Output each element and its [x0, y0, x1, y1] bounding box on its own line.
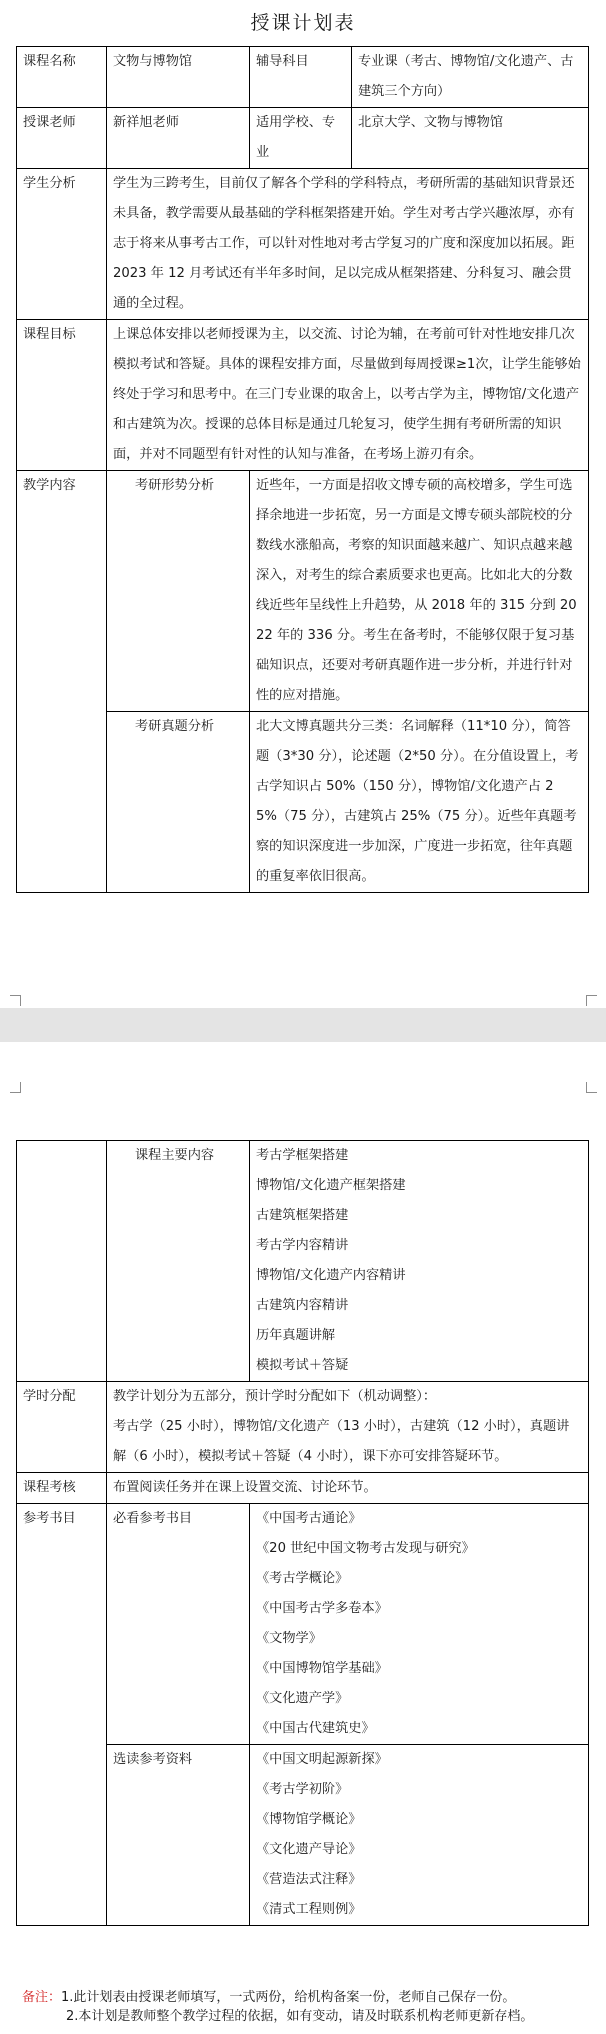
- book-item: 《考古学初阶》: [256, 1782, 349, 1797]
- list-item: 模拟考试＋答疑: [256, 1358, 349, 1373]
- assessment-label: 课程考核: [17, 1473, 107, 1504]
- teacher-value: 新祥旭老师: [107, 108, 250, 169]
- required-books-list: [250, 1504, 589, 1745]
- book-item: 《中国博物馆学基础》: [256, 1661, 388, 1676]
- student-analysis-text: 学生为三跨考生，目前仅了解各个学科的学科特点，考研所需的基础知识背景还未具备，教学需要从最基础的学科框架搭建开始。学生对考古学兴趣浓厚，亦有志于将来从事考古工作，可以针对性地对考古学复习的广度和深度加以拓展。距 2023 年 12 月考试还有半年多时间，足以完成从框架搭建、分科复习、融会贯通的全过程。: [107, 169, 589, 320]
- book-item: 《中国考古通论》: [256, 1511, 362, 1526]
- past-exam-text: 北大文博真题共分三类：名词解释（11*10 分），简答题（3*30 分），论述题（2*50 分）。在分值设置上，考古学知识占 50%（150 分），博物馆/文化遗产占 25%（75 分），古建筑占 25%（75 分）。近些年真题考察的知识深度进一步加深，广度进一步拓宽，往年真题的重复率依旧很高。: [250, 712, 589, 893]
- corner-mark: [10, 995, 21, 1006]
- school-label: 适用学校、专业: [250, 108, 352, 169]
- plan-table-part-1: [16, 46, 589, 893]
- table-row: [17, 108, 589, 169]
- subject-value: 专业课（考古、博物馆/文化遗产、古建筑三个方向）: [352, 47, 589, 108]
- list-item: 考古学内容精讲: [256, 1238, 349, 1253]
- hours-line-1: 教学计划分为五部分，预计学时分配如下（机动调整）：: [113, 1389, 437, 1404]
- table-row: [17, 47, 589, 108]
- book-item: 《营造法式注释》: [256, 1872, 362, 1887]
- book-item: 《博物馆学概论》: [256, 1812, 362, 1827]
- table-row: [17, 1473, 589, 1504]
- page-1: [0, 0, 606, 1008]
- student-analysis-label: 学生分析: [17, 169, 107, 320]
- table-row: [17, 471, 589, 712]
- plan-table-part-2: [16, 1140, 589, 1926]
- footnote-label: 备注：: [22, 1990, 62, 2005]
- corner-mark: [10, 1082, 21, 1093]
- course-goal-text: 上课总体安排以老师授课为主，以交流、讨论为辅，在考前可针对性地安排几次模拟考试和答疑。具体的课程安排方面，尽量做到每周授课≥1次，让学生能够始终处于学习和思考中。在三门专业课的取舍上，以考古学为主，博物馆/文化遗产和古建筑为次。授课的总体目标是通过几轮复习，使学生拥有考研所需的知识面，并对不同题型有针对性的认知与准备，在考场上游刃有余。: [107, 320, 589, 471]
- table-row: [17, 320, 589, 471]
- list-item: 古建筑框架搭建: [256, 1208, 349, 1223]
- book-item: 《考古学概论》: [256, 1571, 349, 1586]
- book-item: 《清式工程则例》: [256, 1902, 362, 1917]
- list-item: 博物馆/文化遗产框架搭建: [256, 1178, 406, 1193]
- table-row: [17, 1504, 589, 1745]
- footnote: [22, 1988, 592, 2026]
- course-name-label: 课程名称: [17, 47, 107, 108]
- teaching-content-label: 教学内容: [17, 471, 107, 893]
- book-item: 《文化遗产学》: [256, 1691, 349, 1706]
- book-item: 《20 世纪中国文物考古发现与研究》: [256, 1541, 475, 1556]
- footnote-line-1: 1.此计划表由授课老师填写，一式两份，给机构备案一份，老师自己保存一份。: [61, 1990, 516, 2005]
- past-exam-label: 考研真题分析: [107, 712, 250, 893]
- main-content-label: 课程主要内容: [107, 1141, 250, 1382]
- book-item: 《中国考古学多卷本》: [256, 1601, 388, 1616]
- list-item: 古建筑内容精讲: [256, 1298, 349, 1313]
- subject-label: 辅导科目: [250, 47, 352, 108]
- corner-mark: [586, 1082, 597, 1093]
- course-name-value: 文物与博物馆: [107, 47, 250, 108]
- corner-mark: [586, 995, 597, 1006]
- book-item: 《文物学》: [256, 1631, 322, 1646]
- list-item: 博物馆/文化遗产内容精讲: [256, 1268, 406, 1283]
- footnote-line-2: 2.本计划是教师整个教学过程的依据，如有变动，请及时联系机构老师更新存档。: [66, 2009, 534, 2024]
- references-label: 参考书目: [17, 1504, 107, 1926]
- course-goal-label: 课程目标: [17, 320, 107, 471]
- exam-trend-text: 近些年，一方面是招收文博专硕的高校增多，学生可选择余地进一步拓宽，另一方面是文博专硕头部院校的分数线水涨船高，考察的知识面越来越广、知识点越来越深入，对考生的综合素质要求也更高。比如北大的分数线近些年呈线性上升趋势，从 2018 年的 315 分到 2022 年的 336 分。考生在备考时，不能够仅限于复习基础知识点，还要对考研真题作进一步分析，并进行针对性的应对措施。: [250, 471, 589, 712]
- book-item: 《文化遗产导论》: [256, 1842, 362, 1857]
- book-item: 《中国文明起源新探》: [256, 1752, 388, 1767]
- assessment-text: 布置阅读任务并在课上设置交流、讨论环节。: [107, 1473, 589, 1504]
- required-books-label: 必看参考书目: [107, 1504, 250, 1745]
- page-2: [0, 1042, 606, 2034]
- teacher-label: 授课老师: [17, 108, 107, 169]
- hours-line-2: 考古学（25 小时），博物馆/文化遗产（13 小时），古建筑（12 小时），真题讲解（6 小时），模拟考试＋答疑（4 小时），课下亦可安排答疑环节。: [113, 1419, 570, 1464]
- table-row: [17, 169, 589, 320]
- hours-text: [107, 1382, 589, 1473]
- hours-label: 学时分配: [17, 1382, 107, 1473]
- optional-books-list: [250, 1745, 589, 1926]
- list-item: 历年真题讲解: [256, 1328, 336, 1343]
- school-value: 北京大学、文物与博物馆: [352, 108, 589, 169]
- page-gap: [0, 1008, 606, 1042]
- exam-trend-label: 考研形势分析: [107, 471, 250, 712]
- book-item: 《中国古代建筑史》: [256, 1721, 375, 1736]
- main-content-list: [250, 1141, 589, 1382]
- list-item: 考古学框架搭建: [256, 1148, 349, 1163]
- table-row: [17, 1141, 589, 1382]
- table-row: [17, 1382, 589, 1473]
- optional-books-label: 选读参考资料: [107, 1745, 250, 1926]
- page-title: 授课计划表: [250, 12, 356, 34]
